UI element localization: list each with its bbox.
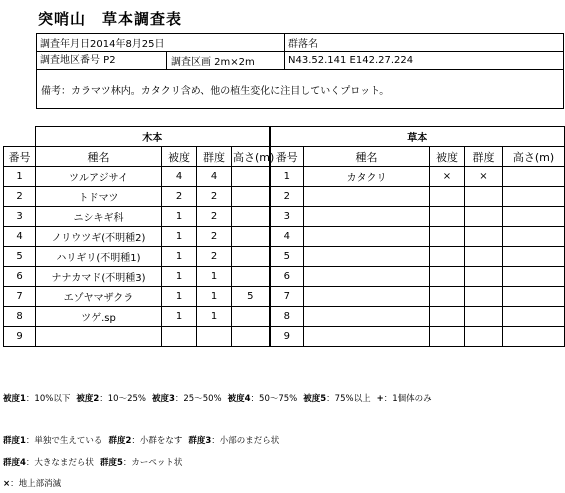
table-row [4, 287, 565, 307]
herb-height-cell [503, 327, 565, 347]
woody-height-cell [232, 247, 270, 267]
herb-cover-cell [430, 247, 465, 267]
woody-cover-cell: 1 [162, 247, 197, 267]
woody-sociability-cell: 1 [197, 307, 232, 327]
cross-legend-text: ：地上部消滅 [10, 479, 62, 489]
legend-item [3, 458, 94, 468]
legend-label: 被度5 [303, 394, 327, 404]
cross-legend [3, 477, 61, 489]
herb-sociability-cell [465, 267, 503, 287]
herb-number-cell: 3 [270, 207, 304, 227]
herb-header-number: 番号 [270, 147, 304, 167]
survey-info-table [36, 33, 564, 109]
woody-height-cell [232, 207, 270, 227]
woody-height-cell [232, 227, 270, 247]
herb-number-cell: 4 [270, 227, 304, 247]
survey-date: 調査年月日2014年8月25日 [37, 34, 285, 52]
legend-label: + [376, 394, 384, 404]
legend-item [188, 436, 279, 446]
herb-species-cell [304, 187, 430, 207]
legend-label: 被度1 [3, 394, 26, 404]
herb-sociability-cell [465, 187, 503, 207]
herb-number-cell: 7 [270, 287, 304, 307]
herb-cover-cell [430, 267, 465, 287]
woody-species-cell [36, 327, 162, 347]
woody-cover-cell: 1 [162, 207, 197, 227]
woody-cover-cell: 1 [162, 287, 197, 307]
table-row [4, 327, 565, 347]
herb-cover-cell [430, 187, 465, 207]
woody-species-cell: トドマツ [36, 187, 162, 207]
herb-sociability-cell [465, 227, 503, 247]
woody-number-cell: 2 [4, 187, 36, 207]
cross-legend-label: × [3, 479, 11, 489]
herb-species-cell [304, 307, 430, 327]
legend-text: ：25～50% [174, 394, 222, 404]
vegetation-survey-table [3, 126, 565, 347]
woody-sociability-cell [197, 327, 232, 347]
woody-header-cover: 被度 [162, 147, 197, 167]
woody-height-cell [232, 267, 270, 287]
woody-number-cell: 3 [4, 207, 36, 227]
legend-label: 群度3 [188, 436, 212, 446]
woody-sociability-cell: 2 [197, 247, 232, 267]
legend-text: ：75%以上 [326, 394, 371, 404]
legend-item [152, 394, 222, 404]
woody-header-number: 番号 [4, 147, 36, 167]
plot-number: 調査地区番号 P2 [37, 52, 167, 69]
herb-species-cell [304, 267, 430, 287]
legend-text: ：カーペット状 [122, 458, 183, 468]
legend-text: ：小群をなす [131, 436, 183, 446]
legend-text: ：1個体のみ [383, 394, 432, 404]
legend-label: 群度4 [3, 458, 26, 468]
legend-label: 被度2 [76, 394, 100, 404]
table-row [4, 267, 565, 287]
table-row [4, 187, 565, 207]
herb-sociability-cell [465, 307, 503, 327]
page-title: 突哨山 草本調査表 [38, 10, 183, 28]
herb-number-cell: 1 [270, 167, 304, 187]
woody-height-cell [232, 307, 270, 327]
legend-label: 群度2 [108, 436, 132, 446]
herb-number-cell: 5 [270, 247, 304, 267]
herb-header-species: 種名 [304, 147, 430, 167]
woody-number-cell: 6 [4, 267, 36, 287]
herb-number-cell: 2 [270, 187, 304, 207]
herb-sociability-cell [465, 247, 503, 267]
woody-species-cell: ツゲ.sp [36, 307, 162, 327]
woody-cover-cell: 2 [162, 187, 197, 207]
woody-species-cell: ツルアジサイ [36, 167, 162, 187]
legend-item [3, 394, 70, 404]
woody-height-cell: 5 [232, 287, 270, 307]
herb-height-cell [503, 187, 565, 207]
herb-species-cell [304, 327, 430, 347]
herb-header-sociability: 群度 [465, 147, 503, 167]
woody-number-cell: 7 [4, 287, 36, 307]
herb-species-cell: カタクリ [304, 167, 430, 187]
woody-number-cell: 9 [4, 327, 36, 347]
herb-height-cell [503, 267, 565, 287]
herb-height-cell [503, 287, 565, 307]
legend-text: ：単独で生えている [25, 436, 103, 446]
herb-cover-cell [430, 227, 465, 247]
woody-species-cell: エゾヤマザクラ [36, 287, 162, 307]
woody-species-cell: ハリギリ(不明種1) [36, 247, 162, 267]
woody-sociability-cell: 2 [197, 227, 232, 247]
herb-sociability-cell [465, 327, 503, 347]
blank-corner [4, 127, 36, 147]
woody-header-sociability: 群度 [197, 147, 232, 167]
herb-height-cell [503, 247, 565, 267]
herb-header-cover: 被度 [430, 147, 465, 167]
herb-sociability-cell [465, 207, 503, 227]
herb-species-cell [304, 207, 430, 227]
community-name: 群落名 [285, 34, 564, 52]
herb-height-cell [503, 167, 565, 187]
table-row [4, 307, 565, 327]
woody-species-cell: ニシキギ科 [36, 207, 162, 227]
herb-number-cell: 9 [270, 327, 304, 347]
herb-height-cell [503, 307, 565, 327]
woody-section-header: 木本 [36, 127, 270, 147]
woody-height-cell [232, 327, 270, 347]
woody-cover-cell: 1 [162, 227, 197, 247]
table-row [4, 247, 565, 267]
herb-height-cell [503, 227, 565, 247]
legend-text: ：50～75% [250, 394, 298, 404]
herb-number-cell: 8 [270, 307, 304, 327]
herb-species-cell [304, 247, 430, 267]
herb-height-cell [503, 207, 565, 227]
table-row [4, 227, 565, 247]
herb-cover-cell [430, 327, 465, 347]
remarks: 備考：カラマツ林内。カタクリ含め、他の植生変化に注目していくプロット。 [37, 70, 564, 109]
legend-label: 被度4 [227, 394, 251, 404]
woody-species-cell: ノリウツギ(不明種2) [36, 227, 162, 247]
legend-item [76, 394, 146, 404]
woody-number-cell: 8 [4, 307, 36, 327]
legend-text: ：10～25% [99, 394, 146, 404]
herb-cover-cell [430, 287, 465, 307]
herb-sociability-cell: × [465, 167, 503, 187]
legend-label: 被度3 [151, 394, 175, 404]
herb-cover-cell [430, 307, 465, 327]
coordinates: N43.52.141 E142.27.224 [285, 52, 564, 70]
woody-sociability-cell: 1 [197, 267, 232, 287]
woody-cover-cell: 1 [162, 307, 197, 327]
woody-height-cell [232, 167, 270, 187]
herb-species-cell [304, 227, 430, 247]
woody-number-cell: 5 [4, 247, 36, 267]
legend-item [3, 436, 102, 446]
legend-item [303, 394, 370, 404]
herb-cover-cell [430, 207, 465, 227]
woody-cover-cell: 1 [162, 267, 197, 287]
legend-text: ：10%以下 [25, 394, 71, 404]
woody-number-cell: 4 [4, 227, 36, 247]
legend-label: 群度1 [3, 436, 26, 446]
woody-header-species: 種名 [36, 147, 162, 167]
legend-item [100, 458, 182, 468]
table-row [4, 167, 565, 187]
woody-sociability-cell: 4 [197, 167, 232, 187]
plot-area-cell [37, 52, 285, 70]
herb-sociability-cell [465, 287, 503, 307]
legend-text: ：大きなまだら状 [25, 458, 94, 468]
legend-item [377, 394, 432, 404]
legend-label: 群度5 [99, 458, 123, 468]
woody-sociability-cell: 2 [197, 187, 232, 207]
woody-cover-cell: 4 [162, 167, 197, 187]
table-row [4, 207, 565, 227]
woody-species-cell: ナナカマド(不明種3) [36, 267, 162, 287]
legend-text: ：小部のまだら状 [211, 436, 280, 446]
woody-height-cell [232, 187, 270, 207]
woody-sociability-cell: 2 [197, 207, 232, 227]
herb-species-cell [304, 287, 430, 307]
herb-cover-cell: × [430, 167, 465, 187]
woody-header-height: 高さ(m) [232, 147, 270, 167]
legend-item [228, 394, 298, 404]
plot-size: 調査区画 2m×2m [171, 57, 255, 68]
woody-sociability-cell: 1 [197, 287, 232, 307]
herb-number-cell: 6 [270, 267, 304, 287]
legend-item [108, 436, 182, 446]
herb-section-header: 草本 [270, 127, 565, 147]
woody-number-cell: 1 [4, 167, 36, 187]
sociability-legend-2 [3, 456, 188, 468]
woody-cover-cell [162, 327, 197, 347]
sociability-legend-1 [3, 434, 285, 446]
cover-legend [3, 392, 438, 404]
herb-header-height: 高さ(m) [503, 147, 565, 167]
